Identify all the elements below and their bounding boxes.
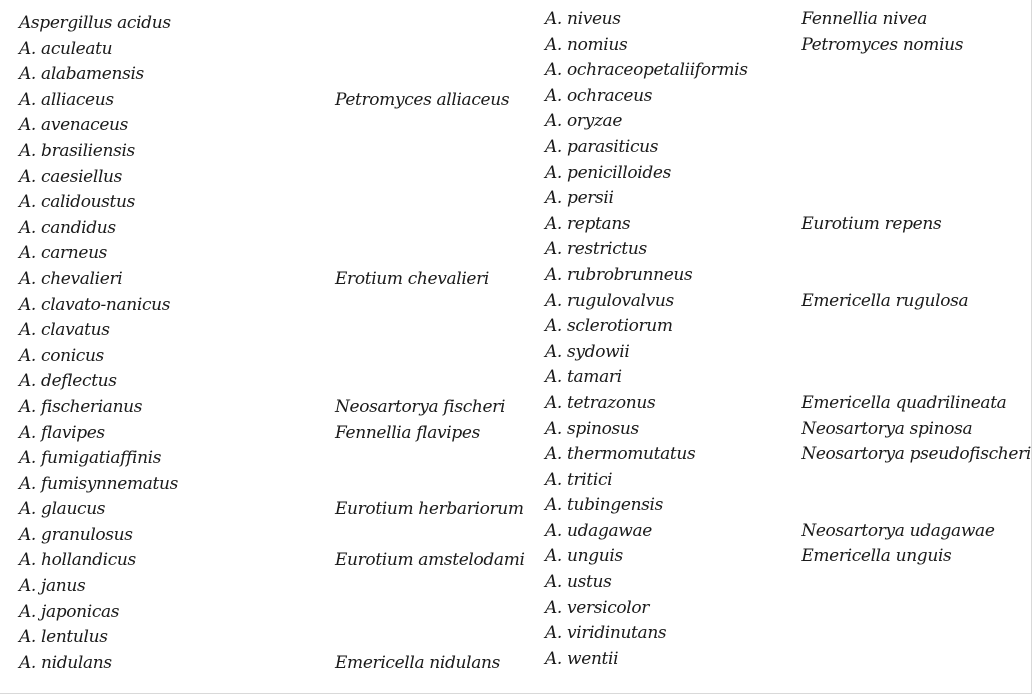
table-row (545, 161, 1031, 187)
teleomorph-name: Eurotium repens (801, 213, 942, 234)
table-row (19, 241, 525, 267)
teleomorph-name: Petromyces nomius (801, 34, 964, 55)
species-name: A. versicolor (545, 597, 650, 618)
species-name: A. oryzae (545, 111, 623, 132)
species-name: A. ochraceopetaliiformis (545, 60, 748, 81)
species-name: A. granulosus (19, 524, 133, 545)
species-name: A. udagawae (545, 520, 652, 541)
species-name: A. viridinutans (545, 623, 667, 644)
species-name: A. fumisynnematus (19, 473, 178, 494)
species-name: A. unguis (545, 546, 623, 567)
teleomorph-name: Emericella rugulosa (801, 290, 969, 311)
table-row (19, 395, 525, 421)
teleomorph-name (335, 369, 525, 395)
table-row (545, 340, 1031, 366)
table-row (19, 62, 525, 88)
teleomorph-name (335, 113, 525, 139)
species-name: A. tritici (545, 469, 613, 490)
table-row (19, 600, 525, 626)
table-row (19, 574, 525, 600)
teleomorph-name (801, 135, 1031, 161)
table-row (545, 84, 1031, 110)
teleomorph-name (801, 237, 1031, 263)
teleomorph-name (335, 472, 525, 498)
table-row (19, 446, 525, 472)
species-name: A. nidulans (19, 652, 112, 673)
species-name: A. fischerianus (19, 396, 143, 417)
teleomorph-name (335, 139, 525, 165)
table-row (19, 267, 525, 293)
species-name: Aspergillus acidus (19, 13, 171, 33)
table-row (545, 33, 1031, 59)
teleomorph-name (801, 109, 1031, 135)
teleomorph-name: Emericella nidulans (335, 652, 500, 673)
teleomorph-name (335, 216, 525, 242)
teleomorph-name (335, 11, 525, 37)
table-row (545, 468, 1031, 494)
species-table-left (19, 11, 525, 676)
teleomorph-name: Emericella unguis (801, 546, 952, 567)
species-name: A. clavato-nanicus (19, 294, 171, 315)
table-row (19, 497, 525, 523)
species-name: A. carneus (19, 243, 108, 264)
table-row (19, 216, 525, 242)
table-row (19, 625, 525, 651)
table-row (545, 7, 1031, 33)
table-row (545, 314, 1031, 340)
table-row (545, 263, 1031, 289)
teleomorph-name (335, 446, 525, 472)
table-row (19, 113, 525, 139)
species-name: A. penicilloides (545, 162, 671, 183)
teleomorph-name (801, 647, 1031, 673)
teleomorph-name (335, 62, 525, 88)
table-row (19, 37, 525, 63)
teleomorph-name (335, 344, 525, 370)
table-row (19, 165, 525, 191)
table-row (545, 621, 1031, 647)
table-row (545, 647, 1031, 673)
species-name: A. alabamensis (19, 64, 144, 85)
teleomorph-name (335, 190, 525, 216)
species-name: A. tubingensis (545, 495, 664, 516)
species-name: A. deflectus (19, 371, 117, 392)
teleomorph-name: Neosartorya fischeri (335, 396, 506, 417)
table-row (545, 109, 1031, 135)
species-name: A. ustus (545, 572, 612, 593)
species-name: A. sydowii (545, 341, 630, 362)
table-row (19, 11, 525, 37)
teleomorph-name: Emericella quadrilineata (801, 392, 1007, 413)
species-name: A. japonicas (19, 601, 120, 622)
teleomorph-name (801, 186, 1031, 212)
species-name: A. brasiliensis (19, 140, 135, 161)
table-row (19, 88, 525, 114)
table-row (545, 493, 1031, 519)
table-row (19, 318, 525, 344)
table-row (19, 523, 525, 549)
table-row (19, 472, 525, 498)
species-name: A. avenaceus (19, 115, 129, 136)
teleomorph-name (801, 596, 1031, 622)
table-row (545, 365, 1031, 391)
table-row (545, 596, 1031, 622)
teleomorph-name (801, 340, 1031, 366)
species-name: A. alliaceus (19, 89, 114, 110)
species-name: A. rubrobrunneus (545, 264, 693, 285)
species-name: A. reptans (545, 213, 631, 234)
table-row (545, 442, 1031, 468)
table-row (545, 289, 1031, 315)
species-name: A. clavatus (19, 320, 110, 341)
teleomorph-name: Fennellia flavipes (335, 422, 481, 443)
teleomorph-name (335, 241, 525, 267)
teleomorph-name (801, 263, 1031, 289)
teleomorph-name (335, 574, 525, 600)
table-row (545, 519, 1031, 545)
species-name: A. niveus (545, 9, 621, 29)
species-name: A. aculeatu (19, 38, 113, 59)
table-row (545, 237, 1031, 263)
teleomorph-name: Neosartorya udagawae (801, 520, 995, 541)
table-row (545, 570, 1031, 596)
teleomorph-name (801, 493, 1031, 519)
species-name: A. tamari (545, 367, 622, 388)
table-row (19, 139, 525, 165)
species-table-right (545, 7, 1031, 672)
teleomorph-name (801, 314, 1031, 340)
teleomorph-name: Erotium chevalieri (335, 268, 489, 289)
teleomorph-name: Neosartorya pseudofischeri (801, 444, 1031, 465)
table-row (19, 190, 525, 216)
teleomorph-name (801, 84, 1031, 110)
teleomorph-name (801, 161, 1031, 187)
table-row (19, 548, 525, 574)
table-row (545, 212, 1031, 238)
table-row (545, 135, 1031, 161)
table-row (545, 391, 1031, 417)
teleomorph-name (335, 523, 525, 549)
species-name: A. hollandicus (19, 550, 136, 571)
teleomorph-name (335, 318, 525, 344)
teleomorph-name (801, 58, 1031, 84)
species-name: A. spinosus (545, 418, 639, 439)
teleomorph-name: Eurotium herbariorum (335, 499, 524, 520)
teleomorph-name (801, 365, 1031, 391)
species-name: A. wentii (545, 648, 619, 669)
species-name: A. glaucus (19, 499, 106, 520)
teleomorph-name (335, 165, 525, 191)
species-name: A. ochraceus (545, 85, 653, 106)
table-row (545, 544, 1031, 570)
teleomorph-name (335, 37, 525, 63)
table-row (19, 293, 525, 319)
species-name: A. chevalieri (19, 268, 123, 289)
species-list-right (545, 7, 1031, 672)
species-name: A. thermomutatus (545, 444, 696, 465)
teleomorph-name (335, 293, 525, 319)
teleomorph-name (335, 600, 525, 626)
species-name: A. tetrazonus (545, 392, 656, 413)
species-name: A. lentulus (19, 627, 108, 648)
table-row (19, 344, 525, 370)
teleomorph-name (801, 621, 1031, 647)
species-name: A. persii (545, 188, 614, 209)
species-name: A. janus (19, 576, 86, 597)
table-row (545, 58, 1031, 84)
species-name: A. sclerotiorum (545, 316, 673, 337)
species-name: A. restrictus (545, 239, 647, 260)
species-name: A. conicus (19, 345, 104, 366)
species-name: A. flavipes (19, 422, 105, 443)
teleomorph-name (801, 570, 1031, 596)
species-name: A. nomius (545, 34, 628, 55)
species-list-left (19, 11, 525, 676)
table-row (19, 421, 525, 447)
species-name: A. caesiellus (19, 166, 123, 187)
table-row (545, 417, 1031, 443)
table-row (19, 651, 525, 677)
species-name: A. candidus (19, 217, 116, 238)
species-name: A. calidoustus (19, 192, 136, 213)
teleomorph-name: Fennellia nivea (801, 9, 927, 29)
teleomorph-name: Eurotium amstelodami (335, 550, 525, 571)
teleomorph-name: Petromyces alliaceus (335, 89, 510, 110)
teleomorph-name (801, 468, 1031, 494)
teleomorph-name (335, 625, 525, 651)
table-row (19, 369, 525, 395)
teleomorph-name: Neosartorya spinosa (801, 418, 973, 439)
table-row (545, 186, 1031, 212)
species-name: A. fumigatiaffinis (19, 448, 162, 469)
species-name: A. parasiticus (545, 136, 659, 157)
species-name: A. rugulovalvus (545, 290, 674, 311)
